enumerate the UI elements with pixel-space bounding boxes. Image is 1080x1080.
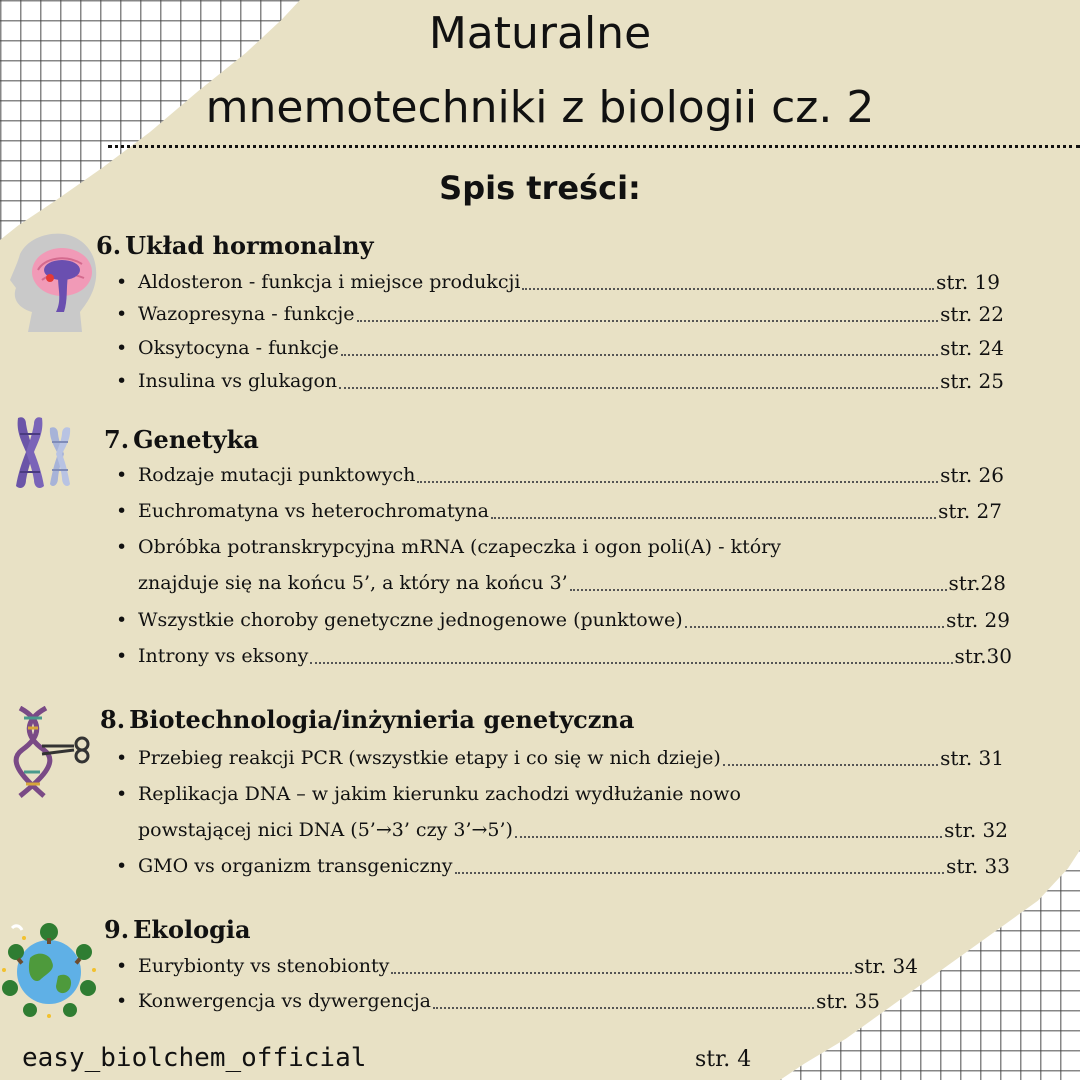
- leader-dots: [515, 836, 942, 838]
- section-8-heading: [100, 704, 634, 736]
- toc-item-label-continued: powstającej nici DNA (5’→3’ czy 3’→5’): [138, 819, 513, 841]
- toc-item-label: Replikacja DNA – w jakim kierunku zachodzi wydłużanie nowo: [138, 783, 741, 805]
- section-7-heading: [104, 424, 259, 456]
- bullet: •: [116, 955, 128, 977]
- toc-item-label-continued: znajduje się na końcu 5’, a który na końcu 3’: [138, 572, 568, 594]
- toc-item-label: Rodzaje mutacji punktowych: [138, 464, 416, 486]
- section-6-title: Układ hormonalny: [125, 231, 374, 260]
- section-9-heading: [104, 914, 251, 946]
- bullet: •: [116, 303, 128, 325]
- page-title-line-2: mnemotechniki z biologii cz. 2: [205, 82, 875, 133]
- leader-dots: [341, 354, 938, 356]
- toc-item-label: GMO vs organizm transgeniczny: [138, 855, 453, 877]
- toc-item-label: Konwergencja vs dywergencja: [138, 990, 432, 1012]
- toc-item-pcr[interactable]: [116, 741, 1004, 775]
- toc-item-page: str. 22: [940, 302, 1004, 326]
- section-9-title: Ekologia: [133, 915, 251, 944]
- toc-item-label: Insulina vs glukagon: [138, 370, 338, 392]
- toc-item-insulina[interactable]: [116, 364, 1004, 398]
- leader-dots: [310, 662, 952, 664]
- chromosome-icon: [12, 414, 74, 492]
- leader-dots: [570, 589, 947, 591]
- toc-item-mutacje[interactable]: [116, 458, 1004, 492]
- toc-item-label: Wszystkie choroby genetyczne jednogenowe (punktowe): [138, 609, 683, 631]
- leader-dots: [685, 626, 945, 628]
- toc-item-page: str. 34: [854, 954, 918, 978]
- toc-item-label: Obróbka potranskrypcyjna mRNA (czapeczka i ogon poli(A) - który: [138, 536, 781, 558]
- toc-item-aldosteron[interactable]: [116, 265, 1000, 299]
- toc-item-label: Introny vs eksony: [138, 645, 309, 667]
- section-7-title: Genetyka: [133, 425, 259, 454]
- toc-item-oksytocyna[interactable]: [116, 331, 1004, 365]
- earth-trees-icon: [0, 918, 98, 1020]
- leader-dots: [391, 972, 852, 974]
- section-8-number: 8.: [100, 705, 126, 734]
- toc-item-page: str. 27: [938, 499, 1002, 523]
- toc-item-label: Aldosteron - funkcja i miejsce produkcji: [138, 271, 521, 293]
- bullet: •: [116, 747, 128, 769]
- toc-item-euchromatyna[interactable]: [116, 494, 1002, 528]
- toc-item-label: Oksytocyna - funkcje: [138, 337, 339, 359]
- toc-item-label: Przebieg reakcji PCR (wszystkie etapy i co się w nich dzieje): [138, 747, 721, 769]
- toc-item-konwergencja[interactable]: [116, 984, 880, 1018]
- toc-item-page: str. 35: [816, 989, 880, 1013]
- bullet: •: [116, 990, 128, 1012]
- toc-item-page: str. 33: [946, 854, 1010, 878]
- toc-item-gmo[interactable]: [116, 849, 1010, 883]
- toc-item-choroby[interactable]: [116, 603, 1010, 637]
- toc-item-page: str.30: [954, 644, 1012, 668]
- bullet: •: [116, 464, 128, 486]
- leader-dots: [357, 320, 939, 322]
- toc-item-introny[interactable]: [116, 639, 1012, 673]
- leader-dots: [339, 387, 938, 389]
- brain-head-icon: [8, 232, 100, 336]
- bullet: •: [116, 337, 128, 359]
- toc-item-replikacja-line-1[interactable]: [116, 777, 1004, 811]
- toc-item-page: str.28: [948, 571, 1006, 595]
- leader-dots: [723, 764, 938, 766]
- author-handle: easy_biolchem_official: [22, 1043, 367, 1073]
- bullet: •: [116, 271, 128, 293]
- bullet: •: [116, 536, 128, 558]
- leader-dots: [417, 481, 938, 483]
- bullet: •: [116, 500, 128, 522]
- toc-item-replikacja-line-2[interactable]: [116, 813, 1008, 847]
- toc-item-page: str. 26: [940, 463, 1004, 487]
- page-number: str. 4: [695, 1047, 752, 1072]
- section-6-number: 6.: [96, 231, 122, 260]
- toc-item-page: str. 32: [944, 818, 1008, 842]
- leader-dots: [522, 288, 934, 290]
- toc-item-wazopresyna[interactable]: [116, 297, 1004, 331]
- toc-item-obrobka-line-2[interactable]: [116, 566, 1006, 600]
- title-dotted-divider: [108, 145, 1080, 148]
- toc-item-page: str. 29: [946, 608, 1010, 632]
- section-9-number: 9.: [104, 915, 130, 944]
- toc-item-obrobka-line-1[interactable]: [116, 530, 1004, 564]
- toc-item-label: Wazopresyna - funkcje: [138, 303, 355, 325]
- toc-item-page: str. 31: [940, 746, 1004, 770]
- leader-dots: [433, 1007, 814, 1009]
- bullet: •: [116, 855, 128, 877]
- leader-dots: [491, 517, 936, 519]
- bullet: •: [116, 609, 128, 631]
- bullet: •: [116, 645, 128, 667]
- section-7-number: 7.: [104, 425, 130, 454]
- bullet: •: [116, 370, 128, 392]
- toc-item-label: Eurybionty vs stenobionty: [138, 955, 390, 977]
- toc-heading: Spis treści:: [439, 169, 641, 207]
- page-title-line-1: Maturalne: [428, 8, 652, 59]
- section-6-heading: [96, 230, 374, 262]
- toc-item-eurybionty[interactable]: [116, 949, 918, 983]
- section-8-title: Biotechnologia/inżynieria genetyczna: [129, 705, 635, 734]
- leader-dots: [455, 872, 945, 874]
- toc-item-page: str. 24: [940, 336, 1004, 360]
- dna-scissors-icon: [12, 706, 98, 798]
- toc-item-page: str. 19: [936, 270, 1000, 294]
- toc-item-label: Euchromatyna vs heterochromatyna: [138, 500, 489, 522]
- toc-item-page: str. 25: [940, 369, 1004, 393]
- bullet: •: [116, 783, 128, 805]
